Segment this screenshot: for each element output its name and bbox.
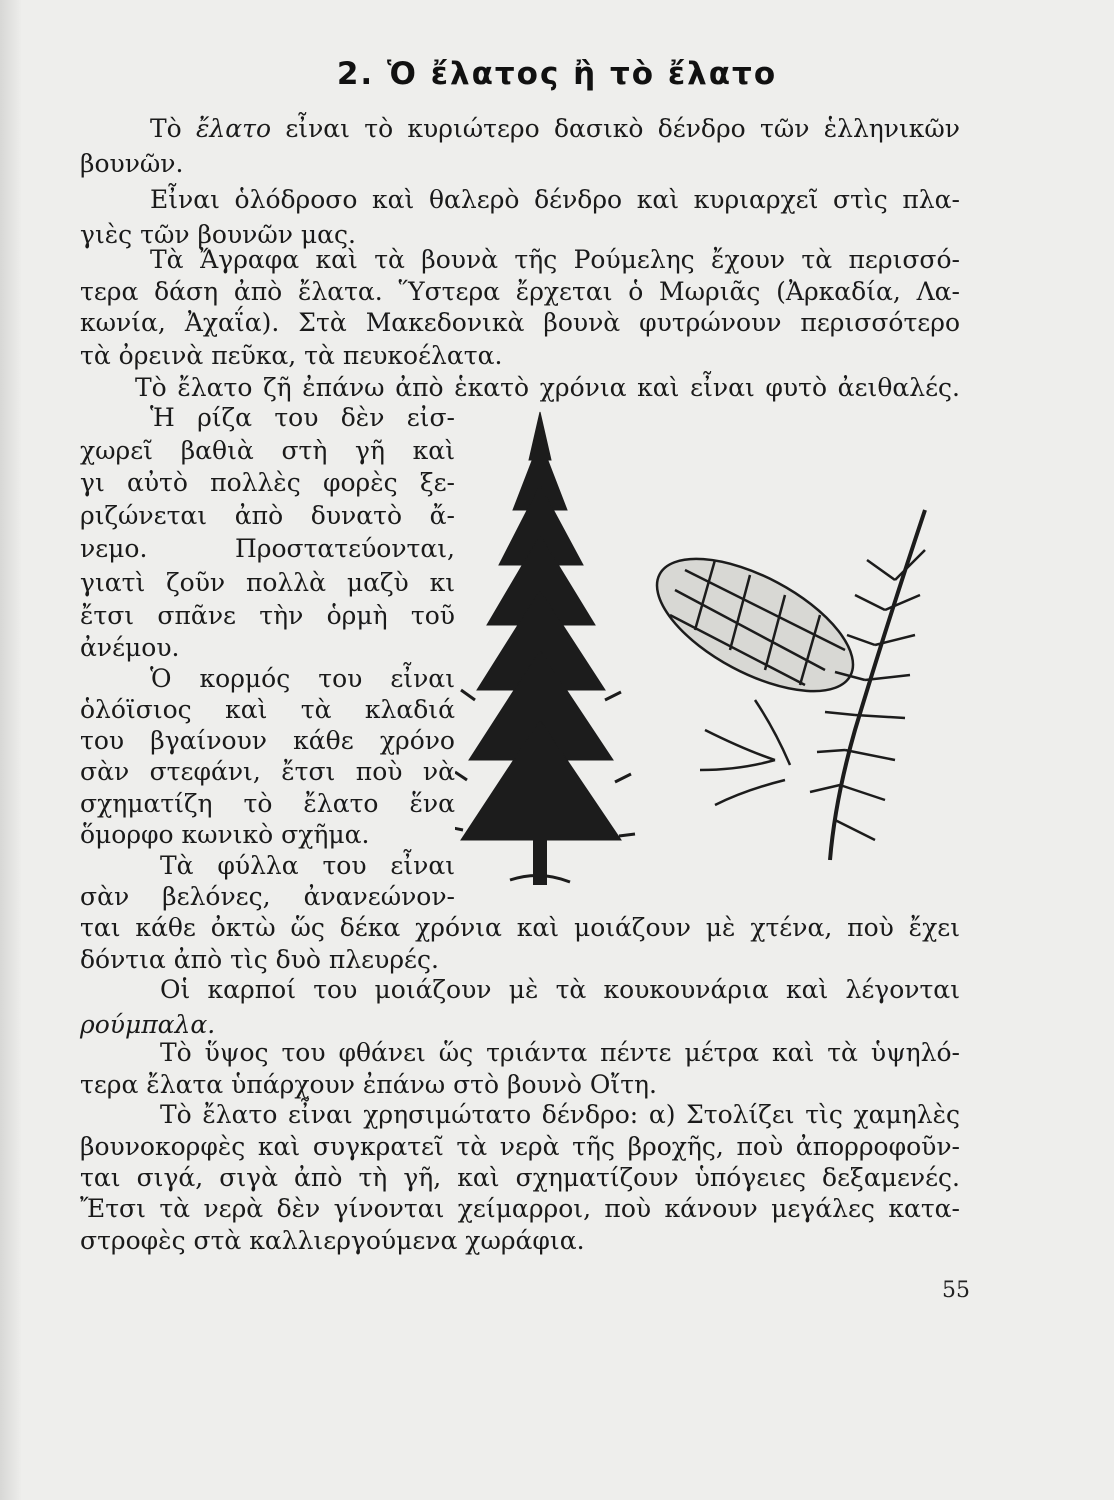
- text-run: Ἔτσι τὰ νερὰ δὲν γίνονται χείμαρροι, ποὺ κάνουν μεγάλες κατα-: [80, 1194, 960, 1223]
- text-run: τὰ ὀρεινὰ πεῦκα, τὰ πευκοέλατα.: [80, 341, 503, 370]
- text-run: σὰν στεφάνι, ἔτσι ποὺ νὰ: [80, 757, 455, 786]
- text-line: [160, 1097, 960, 1133]
- text-line: [80, 754, 455, 790]
- text-run: νεμο. Προστατεύονται,: [80, 534, 455, 563]
- text-run: ται κάθε ὀκτὼ ὥς δέκα χρόνια καὶ μοιάζουν μὲ χτένα, ποὺ ἔχει: [80, 913, 960, 942]
- text-run: Τὸ ὕψος του φθάνει ὥς τριάντα πέντε μέτρα καὶ τὰ ὑψηλό-: [160, 1038, 960, 1067]
- italic-term: ἔλατο: [196, 114, 272, 143]
- text-run: ται σιγά, σιγὰ ἀπὸ τὴ γῆ, καὶ σχηματίζουν ὑπόγειες δεξαμενές.: [80, 1163, 960, 1192]
- text-run: βουνῶν.: [80, 149, 184, 178]
- text-run: δόντια ἀπὸ τὶς δυὸ πλευρές.: [80, 945, 439, 974]
- text-line: [80, 433, 455, 469]
- text-line: [80, 910, 960, 946]
- text-run: κωνία, Ἀχαΐα). Στὰ Μακεδονικὰ βουνὰ φυτρώνουν περισσότερο: [80, 308, 960, 337]
- text-line: [150, 242, 960, 278]
- text-run: Τὰ φύλλα του εἶναι: [160, 851, 455, 880]
- text-run: γιὲς τῶν βουνῶν μας.: [80, 220, 356, 249]
- text-run: Εἶναι ὁλόδροσο καὶ θαλερὸ δένδρο καὶ κυριαρχεῖ στὶς πλα-: [150, 185, 960, 214]
- text-run: Τὸ: [150, 114, 197, 143]
- fir-illustration: [455, 400, 975, 900]
- text-run: ριζώνεται ἀπὸ δυνατὸ ἄ-: [80, 501, 455, 530]
- text-run: βουνοκορφὲς καὶ συγκρατεῖ τὰ νερὰ τῆς βροχῆς, ποὺ ἀπορροφοῦν-: [80, 1132, 960, 1161]
- text-run: χωρεῖ βαθιὰ στὴ γῆ καὶ: [80, 436, 455, 465]
- text-run: τερα ἔλατα ὑπάρχουν ἐπάνω στὸ βουνὸ Οἴτη.: [80, 1070, 657, 1099]
- text-line: [80, 1191, 960, 1227]
- text-line: [80, 498, 455, 534]
- text-run: σχηματίζη τὸ ἔλατο ἕνα: [80, 789, 455, 818]
- text-line: [150, 182, 960, 218]
- text-run: ἀνέμου.: [80, 633, 180, 662]
- text-run: τερα δάση ἀπὸ ἔλατα. Ὕστερα ἔρχεται ὁ Μωριᾶς (Ἀρκαδία, Λα-: [80, 277, 960, 306]
- text-run: ὅμορφο κωνικὸ σχῆμα.: [80, 820, 370, 849]
- text-run: σὰν βελόνες, ἀνανεώνον-: [80, 882, 455, 911]
- fir-tree-icon: [455, 412, 635, 885]
- text-run: Οἱ καρποί του μοιάζουν μὲ τὰ κουκουνάρια καὶ λέγονται: [160, 975, 960, 1004]
- text-run: του βγαίνουν κάθε χρόνο: [80, 726, 455, 755]
- text-line: [80, 146, 183, 182]
- text-run: Τὸ ἔλατο ζῆ ἐπάνω ἀπὸ ἑκατὸ χρόνια καὶ εἶναι φυτὸ ἀειθαλές.: [135, 373, 960, 402]
- text-run: γιατὶ ζοῦν πολλὰ μαζὺ κι: [80, 568, 455, 597]
- text-line: [150, 400, 455, 436]
- text-run: ὁλόϊσιος καὶ τὰ κλαδιά: [80, 695, 455, 724]
- text-line: [150, 111, 960, 147]
- page-number: 55: [942, 1278, 970, 1303]
- text-run: ἔτσι σπᾶνε τὴν ὁρμὴ τοῦ: [80, 601, 455, 630]
- text-line: [80, 465, 455, 501]
- text-run: Ἡ ρίζα του δὲν εἰσ-: [150, 403, 455, 432]
- text-run: Τὰ Ἄγραφα καὶ τὰ βουνὰ τῆς Ρούμελης ἔχουν τὰ περισσό-: [150, 245, 960, 274]
- italic-term: ρούμπαλα.: [80, 1010, 216, 1039]
- page-title: 2. Ὁ ἔλατος ἢ τὸ ἔλατο: [336, 56, 778, 92]
- text-line: [80, 598, 455, 634]
- text-line: [80, 338, 502, 374]
- fir-cone-branch-icon: [637, 510, 925, 860]
- text-line: [80, 1223, 585, 1259]
- text-line: [80, 305, 960, 341]
- page-edge: [0, 0, 22, 1500]
- text-run: εἶναι τὸ κυριώτερο δασικὸ δένδρο τῶν ἑλληνικῶν: [271, 114, 960, 143]
- text-run: Ὁ κορμός του εἶναι: [150, 664, 455, 693]
- text-line: [80, 531, 455, 567]
- text-line: [160, 1035, 960, 1071]
- text-run: Τὸ ἔλατο εἶναι χρησιμώτατο δένδρο: α) Στολίζει τὶς χαμηλὲς: [160, 1100, 960, 1129]
- text-line: [160, 972, 960, 1008]
- text-run: στροφὲς στὰ καλλιεργούμενα χωράφια.: [80, 1226, 585, 1255]
- text-line: [80, 565, 455, 601]
- text-run: γι αὐτὸ πολλὲς φορὲς ξε-: [80, 468, 455, 497]
